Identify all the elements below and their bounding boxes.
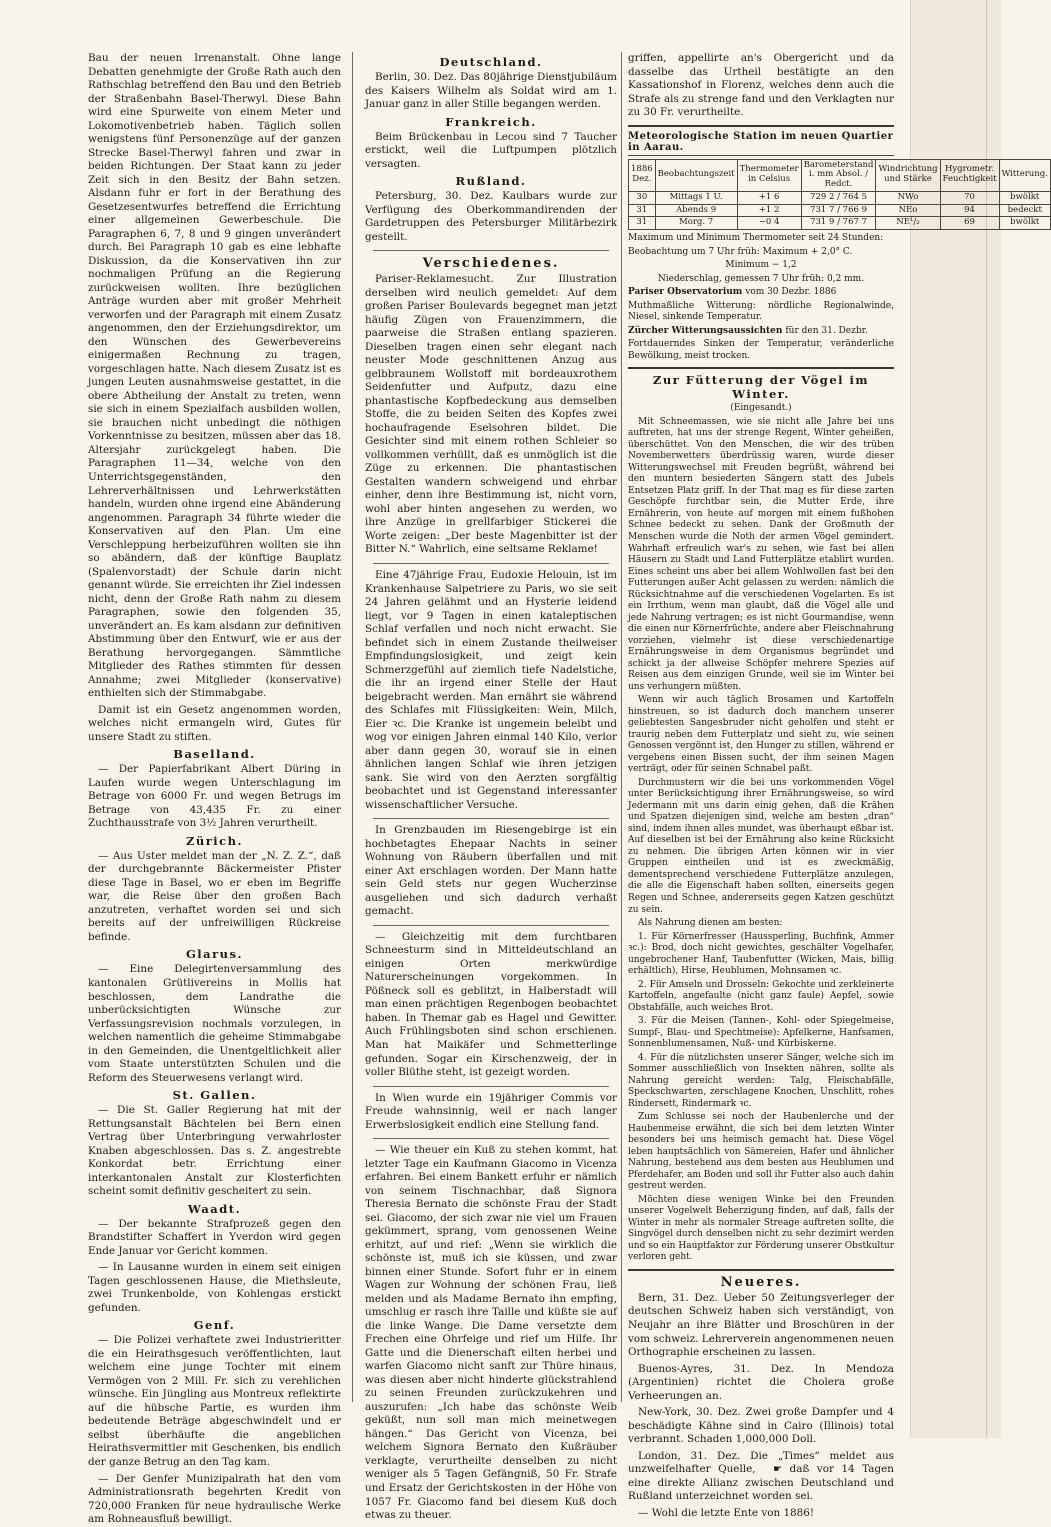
article-paragraph: Beim Brückenbau in Lecou sind 7 Taucher erstickt, weil die Luftpumpen plötzlich versagten. xyxy=(365,130,617,170)
article-paragraph: 3. Für die Meisen (Tannen-, Kohl- oder Spiegelmeise, Sumpf-, Blau- und Spechtmeise): Apfelkerne, Hanfsamen, Sonnenblumensamen, Nuß- und Kürbiskerne. xyxy=(628,1016,894,1050)
table-cell: bwölkt xyxy=(999,191,1050,204)
article-paragraph: Eine 47jährige Frau, Eudoxie Helouin, ist im Krankenhause Salpetriere zu Paris, wo sie seit 24 Jahren gelähmt und an Hysterie leidend liegt, vor 9 Tagen in einen kataleptischen Schlaf verfallen und noch nicht erwacht. Sie befindet sich in einem Zustande theilweiser Empfindungslosigkeit, und zeigt kein Schmerzgefühl auf ziemlich tiefe Nadelstiche, die ihr an irgend einer Stelle der Haut beigebracht werden. Man ernährt sie während des Schlafes mit Flüssigkeiten: Wein, Milch, Eier ꝛc. Die Kranke ist ungemein beleibt und wog vor einigen Jahren einmal 140 Kilo, verlor aber dann gegen 30, worauf sie in einen ähnlichen langen Schlaf wie ihren jetzigen sank. Sie wird von den Aerzten sorgfältig beobachtet und ist Gegenstand interessanter wissenschaftlicher Versuche. xyxy=(365,568,617,811)
article-paragraph: 1. Für Körnerfresser (Haussperling, Buchfink, Ammer ꝛc.): Brod, doch nicht gewichtes, geschälter Vogelhafer, ungebrochener Hanf, Taubenfutter (Wicken, Mais, billig erhältlich), Hirse, Heublumen, Mohnsamen ꝛc. xyxy=(628,931,894,977)
article-paragraph: Damit ist ein Gesetz angenommen worden, welches nicht ermangeln wird, Gutes für unsere Stadt zu stiften. xyxy=(88,703,341,743)
article-paragraph: Buenos-Ayres, 31. Dez. In Mendoza (Argentinien) richtet die Cholera große Verheerungen an. xyxy=(628,1362,894,1402)
article-paragraph: In Grenzbauden im Riesengebirge ist ein hochbetagtes Ehepaar Nachts in seiner Wohnung von Räubern überfallen und mit einer Axt erschlagen worden. Der Mann hatte sein Geld stets nur gegen Wucherzinse ausgeliehen und sich dadurch verhaßt gemacht. xyxy=(365,824,617,918)
article-paragraph: Bau der neuen Irrenanstalt. Ohne lange Debatten genehmigte der Große Rath auch den Rathschlag betreffend den Bau und den Betrieb der Straßenbahn Basel-Therwyl. Diese Bahn wird eine Spurweite von einem Meter und Lokomotivenbetrieb haben. Täglich sollen wenigstens fünf Personenzüge auf der ganzen Strecke Basel-Therwyl fahren und zwar in beiden Richtungen. Der Staat kann zu jeder Zeit sich in den Besitz der Bahn setzen. Alsdann fuhr er fort in der Berathung des Gesetzesentwurfes betreffend die Errichtung einer allgemeinen Gewerbeschule. Die Paragraphen 6, 7, 8 und 9 gingen unverändert durch. Bei Paragraph 10 gab es eine lebhafte Diskussion, da die Konservativen ihn zur nochmaligen Prüfung an die Regierung zurückweisen wollten. Ihre bezüglichen Anträge wurden aber mit großer Mehrheit verworfen und der Paragraph mit einem Zusatz angenommen, den der Erziehungsdirektor, um den Wünschen des Gewerbevereins einigermaßen Rechnung zu tragen, vorgeschlagen hatte. Nach diesem Zusatz ist es jungen Leuten ausnahmsweise gestattet, in die obere Abtheilung der Anstalt zu treten, wenn sie sich in einem Spezialfach ausbilden wollen, sie brauchen nicht unbedingt die nöthigen Vorkenntnisse zu besitzen, müssen aber das 18. Altersjahr zurückgelegt haben. Die Paragraphen 11—34, welche von den Unterrichtsgegenständen, den Lehrerverhältnissen und Lehrwerkstätten handeln, wurden ohne irgend eine Abänderung angenommen. Paragraph 34 führte wieder die Konservativen auf den Plan. Um eine Verschleppung herbeizuführen wollten sie ihn so abändern, daß der künftige Bauplatz (Spalenvorstadt) der Schule darin nicht genannt würde. Sie erreichten ihr Ziel indessen nicht, denn der Große Rath nahm zu diesem Paragraphen, sowie den folgenden 35, unverändert an. Es kam alsdann zur definitiven Abstimmung über den Entwurf, wie er aus der Berathung hervorgegangen. Sämmtliche Mitglieder des Rathes stimmten für dessen Annahme; zwei Mitglieder (konservative) enthielten sich der Stimmabgabe. xyxy=(88,52,341,700)
article-paragraph: — Die Polizei verhaftete zwei Industrieritter die ein Heirathsgesuch veröffentlichten, laut welchem eine junge Tochter mit einem Vermögen von 2 Mill. Fr. sich zu verehlichen wünsche. Ein Jüngling aus Montreux reflektirte auf die hübsche Partie, es wurden ihm bedeutende Beträge abgeschwindelt und er selbst überhäufte die angeblichen Heirathsvermittler mit Geschenken, bis endlich der ganze Betrug an den Tag kam. xyxy=(88,1334,341,1468)
table-cell: 69 xyxy=(940,217,999,230)
article-paragraph: Zum Schlusse sei noch der Haubenlerche und der Haubenmeise erwähnt, die sich bei dem letzten Winter besonders bei uns heimisch gemacht hat. Diese Vögel leben hauptsächlich von Sämereien, Hafer und ähnlicher Nahrung, bestehend aus dem besten aus Heublumen und Pferdehafer, am Boden und soll ihr Futter also auch dahin gestreut werden. xyxy=(628,1112,894,1192)
article-text: daß vor 14 Tagen eine direkte Allianz zwischen Deutschland und Rußland unterzeichnet worden sei. xyxy=(628,1463,894,1503)
table-cell: −0 4 xyxy=(737,217,801,230)
article-paragraph: — Wohl die letzte Ente von 1886! xyxy=(638,1506,815,1519)
table-cell: NWo xyxy=(876,191,940,204)
article-paragraph: Mit Schneemassen, wie sie nicht alle Jahre bei uns auftreten, hat uns der strenge Regent, Winter geheißen, überschüttet. Von den Menschen, die wir des trüben Novemberwetters überdrüssig waren, wurde dieser Witterungswechsel mit Freuden begrüßt, während bei den muntern besiederten Sängern statt des Jubels Entsetzen Platz griff. In der That mag es für diese zarten Geschöpfe furchtbar sein, die Mutter Erde, ihre Ernährerin, von heute auf morgen mit einem fußhohen Schnee bedeckt zu sehen. Dank der Großmuth der Menschen wurde die Noth der armen Vögel gemindert. Wahrhaft erfreulich war's zu sehen, wie fast bei allen Häusern zu Stadt und Land Futterplätze etablirt wurden. Eines scheint uns aber bei allem Wohlwollen fast bei den Futterungen außer Acht gelassen zu werden: nämlich die Rücksichtnahme auf die verschiedenen Vogelarten. Es ist ein Irrthum, wenn man glaubt, daß die Vögel alle und jede Nahrung vertragen; es ist nicht Gourmandise, wenn die einen nur Körnerfrüchte, andere aber Fleischnahrung vorziehen, vielmehr ist diese verschiedenartige Ernährungsweise in dem Organismus begründet und schickt ja der allweise Schöpfer mehrere Spezies auf Reisen aus dem einzigen Grunde, weil sie im Winter bei uns verhungern müßten. xyxy=(628,416,894,692)
weather-note: Maximum und Minimum Thermometer seit 24 Stunden: xyxy=(628,233,884,244)
section-subheading: (Eingesandt.) xyxy=(730,403,792,414)
section-heading: Deutschland. xyxy=(439,55,543,69)
table-row xyxy=(629,217,1051,230)
weather-note: Minimum − 1,2 xyxy=(725,260,797,271)
table-cell: +1 6 xyxy=(737,191,801,204)
article-paragraph: Bern, 31. Dez. Ueber 50 Zeitungsverleger der deutschen Schweiz haben sich verständigt, von Neujahr an ihre Blätter und Broschüren in der vom schweiz. Lehrerverein angenommenen neuen Orthographie erscheinen zu lassen. xyxy=(628,1291,894,1359)
section-heading: Waadt. xyxy=(187,1201,242,1216)
article-paragraph: Wenn wir auch täglich Brosamen und Kartoffeln hinstreuen, so ist dadurch doch manchem unserer geliebtesten Sangesbruder nicht geholfen und steht er traurig neben dem Futterplatz und sieht zu, wie seinen Genossen vergönnt ist, den Hunger zu stillen, während er vergebens einen Bissen sucht, der ihm seinen Magen verträgt, oder für seinen Schnabel paßt. xyxy=(628,695,894,775)
weather-note: Niederschlag, gemessen 7 Uhr früh: 0,2 mm. xyxy=(657,273,865,284)
zuercher-forecast-date: für den 31. Dezbr. xyxy=(785,325,868,336)
paris-observatory-title: Pariser Observatorium xyxy=(628,287,743,298)
table-header-cell: Windrichtung und Stärke xyxy=(876,159,940,191)
article-paragraph: — Eine Delegirtenversammlung des kantonalen Grütlivereins in Mollis hat beschlossen, dem Landrathe die unberücksichtigten Wünsche zur Verfassungsrevision nochmals vorzulegen, in welchen namentlich die geheime Stimmabgabe in den Gemeinden, die Unentgeltlichkeit aller vom Staate unterstützten Schulen und die Reform des Steuerwesens verlangt wird. xyxy=(88,963,341,1084)
table-header-row xyxy=(629,159,1051,191)
article-paragraph: — Aus Uster meldet man der „N. Z. Z.“, daß der durchgebrannte Bäckermeister Pfister diese Tage in Basel, wo er eben im Begriffe war, die Reise über den großen Bach anzutreten, verhaftet worden sei und sich bereits auf der unfreiwilligen Rückreise befinde. xyxy=(88,849,341,943)
table-header-cell: 1886 Dez. xyxy=(629,159,656,191)
article-paragraph: — Gleichzeitig mit dem furchtbaren Schneesturm sind in Mitteldeutschland an einigen Orten merkwürdige Naturerscheinungen vorgekommen. In Pößneck soll es geblitzt, in Halberstadt will man einen prächtigen Regenbogen beobachtet haben. In Themar gab es Hagel und Gewitter. Auch Frühlingsboten sind schon erschienen. Man hat Maikäfer und Schmetterlinge gefunden. Sogar ein Kirschenzweig, der in voller Blüthe steht, ist gezeigt worden. xyxy=(365,930,617,1079)
paris-observatory-text: Muthmaßliche Witterung: nördliche Regionalwinde, Niesel, sinkende Temperatur. xyxy=(628,300,894,323)
column-left xyxy=(88,52,341,1526)
table-cell: 731 9 / 767 7 xyxy=(801,217,876,230)
article-paragraph: — Der bekannte Strafprozeß gegen den Brandstifter Schaffert in Yverdon wird gegen Ende Januar vor Gericht kommen. xyxy=(88,1217,341,1257)
column-rule xyxy=(352,52,353,1402)
table-header-cell: Beobachtungszeit xyxy=(655,159,737,191)
table-cell: bwölkt xyxy=(999,217,1050,230)
table-cell: 94 xyxy=(940,204,999,217)
table-cell: 70 xyxy=(940,191,999,204)
table-header-cell: Barometerstand i. mm Absol. / Redct. xyxy=(801,159,876,191)
article-paragraph: 2. Für Amseln und Drosseln: Gekochte und zerkleinerte Kartoffeln, angefaulte (nicht ganz faule) Aepfel, sowie Obstabfälle, auch weiches Brot. xyxy=(628,979,894,1013)
weather-station-title: Meteorologische Station im neuen Quartier in Aarau. xyxy=(628,131,894,156)
article-paragraph xyxy=(628,1450,894,1504)
article-paragraph: — Die St. Galler Regierung hat mit der Rettungsanstalt Bächtelen bei Bern einen Vertrag über Unterbringung verwahrloster Knaben abgeschlossen. Das s. Z. angestrebte Konkordat betr. Errichtung einer interkantonalen Anstalt zur Klosterfichten scheint somit definitiv gescheitert zu sein. xyxy=(88,1104,341,1198)
table-row xyxy=(629,191,1051,204)
table-cell: 30 xyxy=(629,191,656,204)
table-cell: NEo xyxy=(876,204,940,217)
zuercher-forecast-title: Zürcher Witterungsaussichten xyxy=(628,325,783,336)
article-paragraph: Berlin, 30. Dez. Das 80jährige Dienstjubiläum des Kaisers Wilhelm als Soldat wird am 1. Januar ganz in aller Stille begangen werden. xyxy=(365,71,617,111)
weather-note: Beobachtung um 7 Uhr früh: Maximum + 2,0° C. xyxy=(628,246,853,257)
article-paragraph: — Der Genfer Munizipalrath hat den vom Administrationsrath begehrten Kredit von 720,000 Franken für neue hydraulische Werke am Rohneausfluß bewilligt. xyxy=(88,1472,341,1526)
section-heading: Genf. xyxy=(193,1318,236,1333)
article-paragraph: — In Lausanne wurden in einem seit einigen Tagen geschlossenen Hause, die Miethsleute, zwei Trunkenbolde, von Kohlengas erstickt gefunden. xyxy=(88,1261,341,1314)
section-heading: Glarus. xyxy=(185,947,244,962)
divider xyxy=(628,367,894,369)
column-rule xyxy=(621,52,622,1402)
divider xyxy=(373,925,609,926)
divider xyxy=(373,563,609,564)
section-heading: Baselland. xyxy=(173,747,256,762)
divider xyxy=(373,1138,609,1139)
section-heading: Zürich. xyxy=(185,833,244,848)
article-paragraph: griffen, appellirte an's Obergericht und da dasselbe das Urtheil bestätigte an den Kassationshof in Florenz, welches denn auch die Strafe als zu strenge fand und den Verklagten nur zu 30 Fr. verurtheilte. xyxy=(628,52,894,119)
article-paragraph: 4. Für die nützlichsten unserer Sänger, welche sich im Sommer ausschließlich von Insekten nähren, sollte als Nahrung gereicht werden: Talg, Fleischabfälle, Speckschwarten, zerschlagene Knochen, Unschlitt, rohes Rindersett, Rindermark ꝛc. xyxy=(628,1052,894,1109)
divider xyxy=(373,818,609,819)
section-heading: Verschiedenes. xyxy=(422,256,560,272)
article-paragraph: Petersburg, 30. Dez. Kaulbars wurde zur Verfügung des Oberkommandirenden der Gardetruppen des Petersburger Militärbezirk gestellt. xyxy=(365,190,617,243)
zuercher-forecast-text: Fortdauerndes Sinken der Temperatur, veränderliche Bewölkung, meist trocken. xyxy=(628,339,894,361)
pointing-hand-icon: ☛ xyxy=(773,1464,783,1476)
article-text: London, 31. Dez. Die „Times“ meldet aus unzweifelhafter Quelle, xyxy=(628,1449,894,1476)
article-paragraph: Pariser-Reklamesucht. Zur Illustration derselben wird neulich gemeldet: Auf dem großen Pariser Boulevards begegnet man jetzt häufig Zügen von Frauenzimmern, die paarweise die Straßen entlang spazieren. Dieselben tragen einen sehr elegant nach neuster Mode geschnittenen Anzug aus gelbbraunem Wollstoff mit bordeauxrothem Seidenfutter und Aufputz, dazu eine phantastische Kopfbedeckung aus demselben Stoffe, die zu beiden Seiten des Kopfes zwei hochaufragende Eselsohren bildet. Die Gesichter sind mit einem rothen Schleier so vollkommen verhüllt, daß es unmöglich ist die Züge zu erkennen. Die phantastischen Gestalten wandern schweigend und ehrbar einher, denn ihre Bestimmung ist, nicht vorn, wohl aber hinten angesehen zu werden, wo ihre Anzüge in grellfarbiger Stickerei die Worte zeigen: „Der beste Magenbitter ist der Bitter N.“ Wahrlich, eine seltsame Reklame! xyxy=(365,273,617,556)
table-cell: NE¹/₂ xyxy=(876,217,940,230)
table-cell: 31 xyxy=(629,217,656,230)
divider xyxy=(628,1269,894,1271)
table-cell: bedeckt xyxy=(999,204,1050,217)
article-paragraph: Möchten diese wenigen Winke bei den Freunden unserer Vogelwelt Beherzigung finden, auf daß, falls der Winter in mehr als normaler Streage auftreten sollte, die Singvögel durch denselben nicht zu sehr dezimirt werden und so ein Hauptfaktor zur Förderung unserer Obstkultur verloren geht. xyxy=(628,1194,894,1263)
table-cell: Morg. 7 xyxy=(655,217,737,230)
divider xyxy=(628,125,894,127)
article-paragraph: Als Nahrung dienen am besten: xyxy=(638,918,783,929)
divider xyxy=(373,1086,609,1087)
table-cell: Abends 9 xyxy=(655,204,737,217)
table-header-cell: Hygrometr. Feuchtigkeit xyxy=(940,159,999,191)
table-cell: +1 2 xyxy=(737,204,801,217)
article-paragraph: Durchmustern wir die bei uns vorkommenden Vögel unter Berücksichtigung ihrer Ernährungsweise, so wird Jedermann mit uns darin einig gehen, daß die Krähen und Spatzen diejenigen sind, welche am besten „dran“ sind, indem ihnen alles mundet, was überhaupt eßbar ist. Auf dieselben ist bei der Ernährung also keine Rücksicht zu nehmen. Die übrigen Arten können wir in vier Gruppen eintheilen und ist es zweckmäßig, dementsprechend verschiedene Futterplätze anzulegen, die alle die Eigenschaft haben sollten, einerseits gegen Regen und Schnee, andererseits gegen Katzen geschützt zu sein. xyxy=(628,777,894,915)
table-header-cell: Witterung. xyxy=(999,159,1050,191)
section-heading: Rußland. xyxy=(455,174,527,189)
divider xyxy=(373,250,609,251)
section-heading: Neueres. xyxy=(720,1274,802,1290)
column-middle xyxy=(365,52,617,1522)
article-paragraph: In Wien wurde ein 19jähriger Commis vor Freude wahnsinnig, weil er nach langer Erwerbslosigkeit endlich eine Stellung fand. xyxy=(365,1091,617,1131)
article-paragraph: New-York, 30. Dez. Zwei große Dampfer und 4 beschädigte Kähne sind in Cairo (Illinois) total verbrannt. Schaden 1,000,000 Doll. xyxy=(628,1406,894,1446)
zuercher-forecast xyxy=(628,326,894,338)
section-heading: Frankreich. xyxy=(445,114,537,129)
table-cell: 731 7 / 766 9 xyxy=(801,204,876,217)
paris-observatory xyxy=(628,287,894,299)
table-cell: Mittags 1 U. xyxy=(655,191,737,204)
section-heading: Zur Fütterung der Vögel im Winter. xyxy=(652,373,870,402)
table-header-cell: Thermometer in Celsius xyxy=(737,159,801,191)
article-paragraph: — Wie theuer ein Kuß zu stehen kommt, hat letzter Tage ein Kaufmann Giacomo in Vicenza erfahren. Bei einem Bankett erfuhr er nämlich von seinem Tischnachbar, daß Signora Theresia Bernato die schönste Frau der Stadt sei. Giacomo, der sich zwar nie viel um Frauen gekümmert, sprang, vom genossenen Weine erhitzt, auf und rief: „Wenn sie wirklich die schönste ist, muß ich sie küssen, und zwar binnen einer Stunde. Sofort fuhr er in einem Wagen zur Wohnung der schönen Frau, ließ melden und als Madame Bernato ihn empfing, umschlug er rasch ihre Taille und küßte sie auf die linke Wange. Die Dame versetzte dem Frechen eine Ohrfeige und rief um Hilfe. Ihr Gatte und die Dienerschaft eilten herbei und warfen Giacomo nicht sanft zur Thüre hinaus, was diesen aber nicht hinderte glückstrahlend zu seinen Freunden zurückzukehren und auszurufen: „Ich habe das schönste Weib geküßt, nun soll man mich meinetwegen hängen.“ Das Gericht von Vicenza, bei welchem Signora Bernato den Kußräuber verklagte, verurtheilte denselben zu nicht weniger als 5 Tagen Gefängniß, 50 Fr. Strafe und Ersatz der Gerichtskosten in der Höhe von 1057 Fr. Giacomo fand bei diesem Kuß doch etwas zu theuer. xyxy=(365,1144,617,1522)
column-right xyxy=(628,52,1048,1519)
paris-observatory-date: vom 30 Dezbr. 1886 xyxy=(745,287,837,298)
section-heading: St. Gallen. xyxy=(172,1088,257,1103)
weather-table xyxy=(628,159,1051,231)
table-row xyxy=(629,204,1051,217)
article-paragraph: — Der Papierfabrikant Albert Düring in Laufen wurde wegen Unterschlagung im Betrage von 6000 Fr. und wegen Betrugs im Betrage von 43,435 Fr. zu einer Zuchthausstrafe von 3½ Jahren verurtheilt. xyxy=(88,763,341,830)
table-cell: 729 2 / 764 5 xyxy=(801,191,876,204)
table-cell: 31 xyxy=(629,204,656,217)
